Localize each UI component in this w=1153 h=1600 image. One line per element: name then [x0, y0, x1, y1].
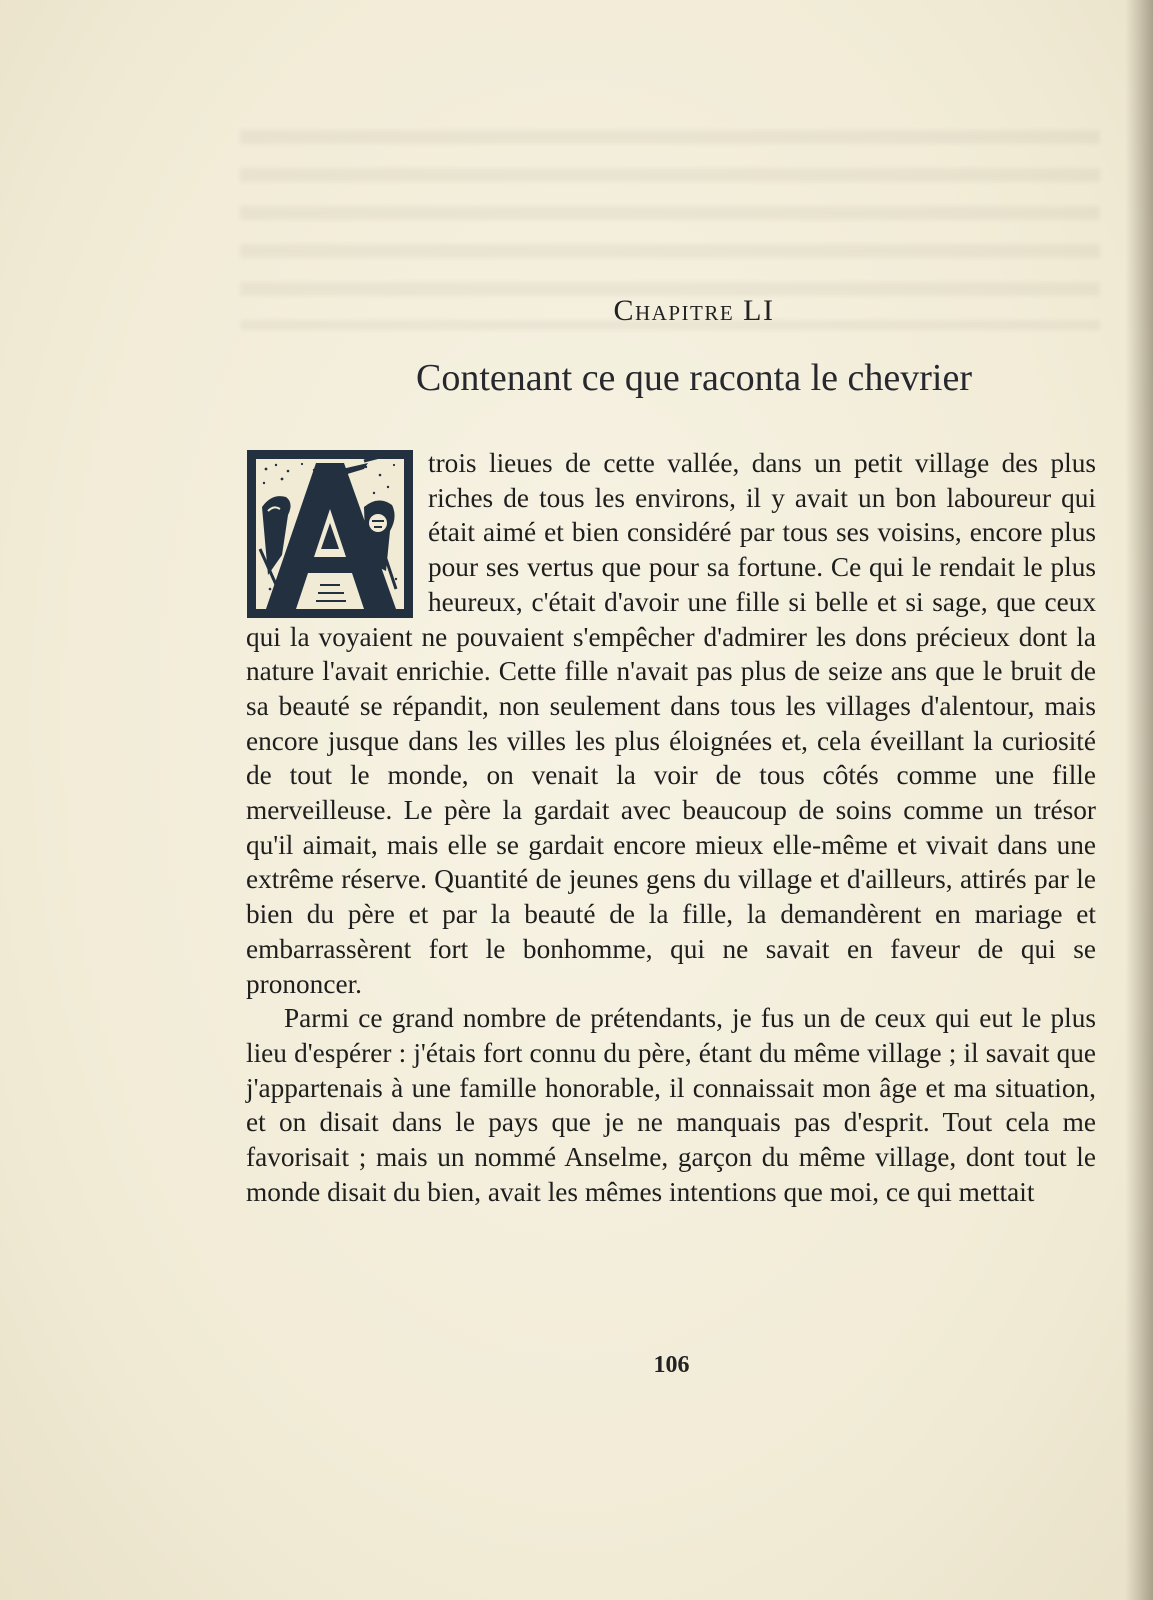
chapter-title: Contenant ce que raconta le chevrier: [416, 357, 972, 399]
paragraph-1: [246, 446, 1096, 1001]
woodcut-letter-icon: [246, 449, 414, 619]
paragraph-2: Parmi ce grand nombre de prétendants, je fus un de ceux qui eut le plus lieu d'espérer : j'étais fort connu du père, étant du même village ; il savait que j'appartenais à une famille honorable, il connaissait mon âge et ma situation, et on disait dans le pays que je ne manquais pas d'esprit. Tout cela me favorisait ; mais un nommé Anselme, garçon du même village, dont tout le monde disait du bien, avait les mêmes intentions que moi, ce qui mettait: [246, 1003, 1096, 1207]
page-number: 106: [653, 1352, 690, 1378]
body-text: [246, 446, 1096, 1209]
drop-cap-illustration: [246, 449, 414, 619]
chapter-label: Chapitre LI: [613, 294, 775, 327]
paragraph-1-text: trois lieues de cette vallée, dans un petit village des plus riches de tous les environs, il y avait un bon laboureur qui était aimé et bien considéré par tous ses voisins, encore plus pour ses vertus que pour sa fortune. Ce qui le rendait le plus heureux, c'était d'avoir une fille si belle et si sage, que ceux qui la voyaient ne pouvaient s'empêcher d'admirer les dons précieux dont la nature l'avait enrichie. Cette fille n'avait pas plus de seize ans que le bruit de sa beauté se répandit, non seulement dans tous les villages d'alentour, mais encore jusque dans les villes les plus éloignées et, cela éveillant la curiosité de tout le monde, on venait la voir de tous côtés comme une fille merveilleuse. Le père la gardait avec beaucoup de soins comme un trésor qu'il aimait, mais elle se gardait encore mieux elle-même et vivait dans une extrême réserve. Quantité de jeunes gens du village et d'ailleurs, attirés par le bien du père et par la beauté de la fille, la demandèrent en mariage et embarrassèrent fort le bonhomme, qui ne savait en faveur de qui se prononcer.: [246, 448, 1096, 999]
